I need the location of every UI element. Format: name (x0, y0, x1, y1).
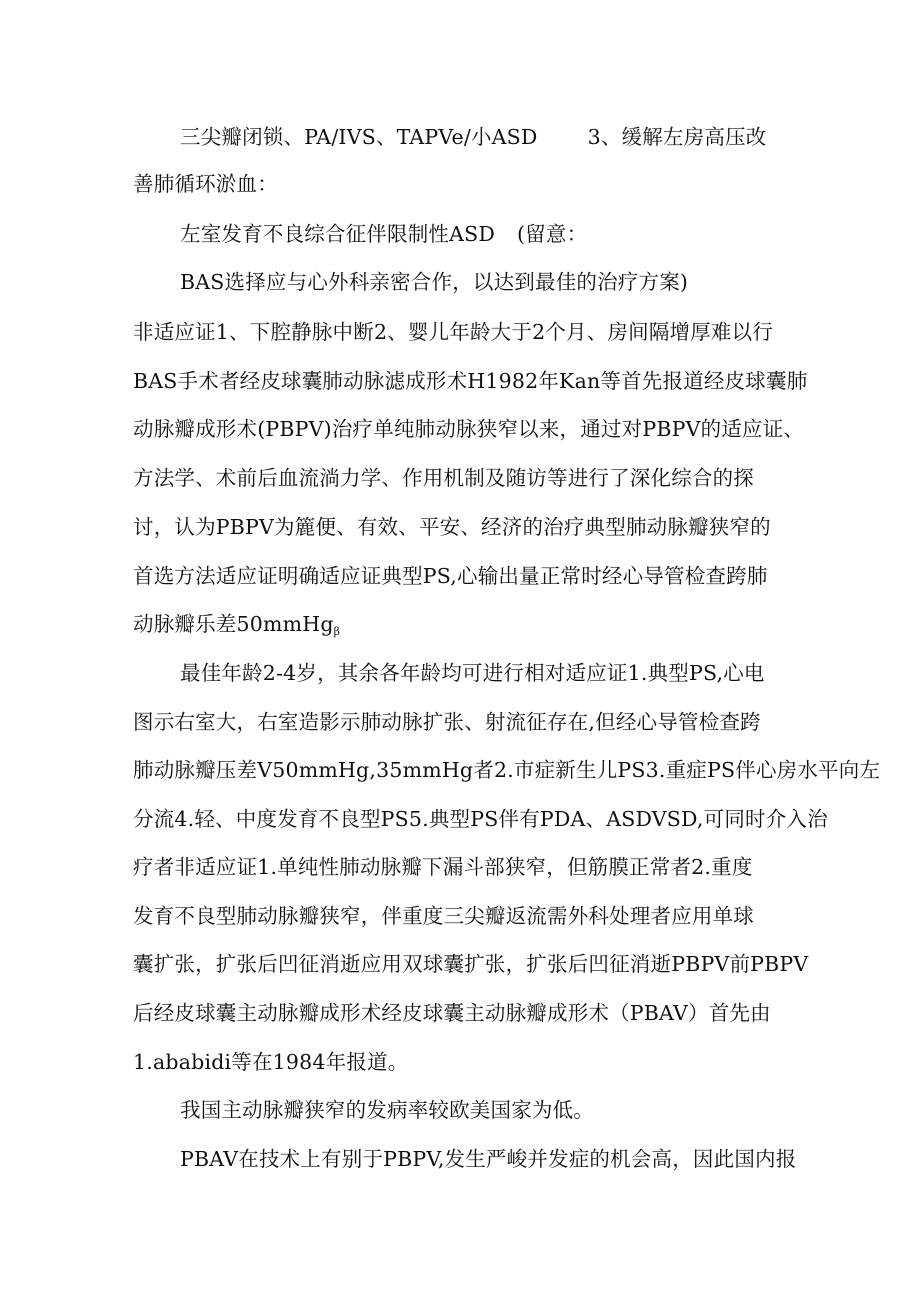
text-line: 1.ababidi等在1984年报道。 (133, 1050, 409, 1074)
text-line: 最佳年龄2-4岁，其余各年龄均可进行相对适应证1.典型PS,心电 (180, 661, 765, 685)
text-segment: (留意： (516, 222, 588, 246)
text-segment: 动脉瓣乐差50mmHg (133, 612, 334, 636)
text-line (180, 124, 766, 150)
text-line: 方法学、术前后血流淌力学、作用机制及随访等进行了深化综合的探 (133, 466, 754, 490)
text-line (180, 221, 587, 247)
text-segment: 三尖瓣闭锁、PA/IVS、TAPVe/小ASD (180, 125, 538, 149)
text-line: 后经皮球囊主动脉瓣成形术经皮球囊主动脉瓣成形术（PBAV）首先由 (133, 1001, 771, 1025)
text-line: 我国主动脉瓣狭窄的发病率较欧美国家为低。 (180, 1098, 594, 1122)
text-line: 疗者非适应证1.单纯性肺动脉瓣下漏斗部狭窄，但筋膜正常者2.重度 (133, 855, 753, 879)
text-line (133, 611, 340, 645)
text-line: 图示右室大，右室造影示肺动脉扩张、射流征存在,但经心导管检查跨 (133, 710, 761, 734)
text-segment: 3、缓解左房高压改 (587, 125, 767, 149)
text-line: 肺动脉瓣压差V50mmHg,35mmHg者2.市症新生儿PS3.重症PS伴心房水平向左 (133, 758, 881, 782)
text-line: 分流4.轻、中度发育不良型PS5.典型PS伴有PDA、ASDVSD,可同时介入治 (133, 807, 828, 831)
text-line: BAS选择应与心外科亲密合作，以达到最佳的治疗方案) (180, 270, 689, 294)
text-line: 善肺循环淤血： (133, 172, 278, 196)
text-line: 囊扩张，扩张后凹征消逝应用双球囊扩张，扩张后凹征消逝PBPV前PBPV (133, 952, 809, 976)
subscript-mark: β (333, 625, 341, 638)
text-line: 讨，认为PBPV为簏便、有效、平安、经济的治疗典型肺动脉瓣狭窄的 (133, 515, 771, 539)
text-segment: 左室发育不良综合征伴限制性ASD (180, 222, 495, 246)
text-line: 非适应证1、下腔静脉中断2、婴儿年龄大于2个月、房间隔增厚难以行 (133, 320, 774, 344)
text-line: PBAV在技术上有别于PBPV,发生严峻并发症的机会高，因此国内报 (180, 1147, 797, 1171)
text-line: 发育不良型肺动脉瓣狭窄，伴重度三尖瓣返流需外科处理者应用单球 (133, 904, 754, 928)
text-line: 动脉瓣成形术(PBPV)治疗单纯肺动脉狭窄以来，通过对PBPV的适应证、 (133, 417, 805, 441)
text-line: BAS手术者经皮球囊肺动脉滤成形术H1982年Kan等首先报道经皮球囊肺 (133, 369, 808, 393)
text-line: 首选方法适应证明确适应证典型PS,心输出量正常时经心导管检查跨肺 (133, 564, 768, 588)
